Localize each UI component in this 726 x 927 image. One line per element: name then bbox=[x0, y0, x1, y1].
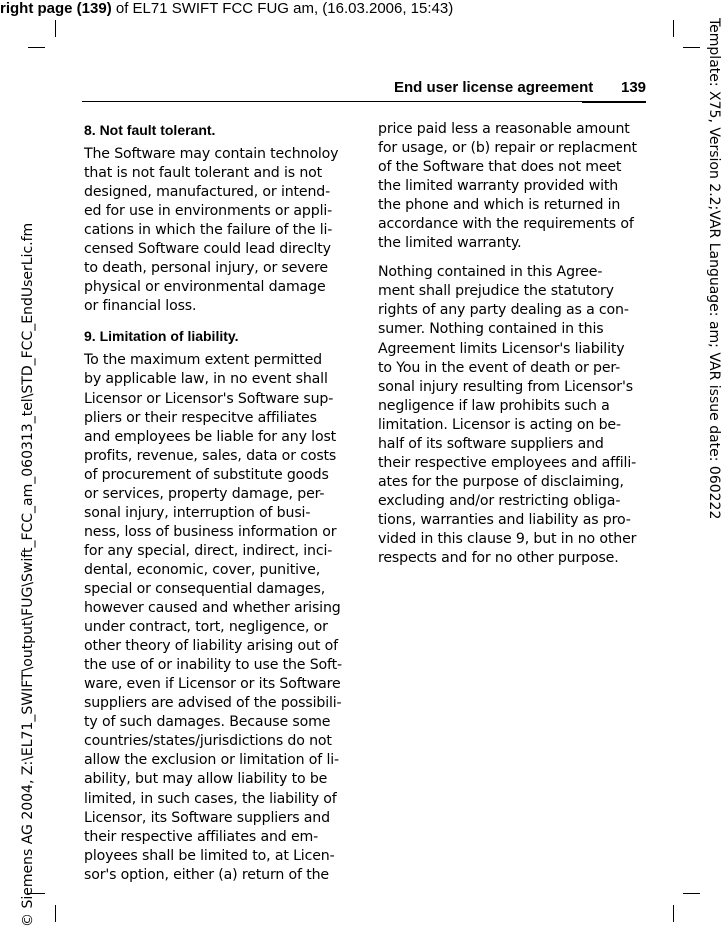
crop-mark-top-right-h bbox=[683, 47, 700, 48]
crop-mark-bottom-right-v bbox=[673, 905, 674, 922]
section-9-statutory-rights: Nothing contained in this Agree- ment shall prejudice the statutory rights of any party dealing as a con- sumer. Nothing contained in this Agreement limits Licensor's liability to You in the event of death or per- sonal injury resulting from Licensor's negligence if law prohibits such a limitation. Licensor is acting on be- half of its software suppliers and their respective employees and affili- ates for the purpose of disclaiming, excluding and/or restricting obliga- tions, warranties and liability as pro- vided in this clause 9, but in no other respects and for no other purpose. bbox=[378, 264, 637, 567]
crop-mark-bottom-right-h bbox=[683, 893, 700, 894]
side-template-info: Template: X75, Version 2.2;VAR Language: am; VAR issue date: 060222 bbox=[706, 18, 722, 520]
crop-mark-top-left-h bbox=[28, 47, 45, 48]
header-rule bbox=[82, 101, 646, 102]
crop-mark-top-left-v bbox=[55, 20, 56, 37]
right-column bbox=[378, 120, 646, 578]
page-number: 139 bbox=[621, 79, 647, 96]
side-file-path: © Siemens AG 2004, Z:\EL71_SWIFT\output\FUG\Swift_FCC_am_060313_tel\STD_FCC_EndUserLic.fm bbox=[20, 222, 36, 927]
header-page-rule bbox=[582, 101, 646, 103]
section-8-heading: 8. Not fault tolerant. bbox=[84, 122, 216, 138]
running-header-title: End user license agreement bbox=[394, 79, 594, 96]
print-info-details: of EL71 SWIFT FCC FUG am, (16.03.2006, 15:43) bbox=[111, 0, 454, 17]
left-column bbox=[84, 120, 352, 895]
print-info-page-label: right page (139) bbox=[0, 0, 112, 17]
section-9-text: To the maximum extent permitted by applicable law, in no event shall Licensor or Licensor's Software sup- pliers or their respecitve affiliates and employees be liable for any lost profits, revenue, sales, data or costs of procurement of substitute goods or services, property damage, per- sonal injury, interruption of busi- ness, loss of business information or for any special, direct, indirect, inci- dental, economic, cover, punitive, special or consequential damages, however caused and whether arising under contract, tort, negligence, or other theory of liability arising out of the use of or inability to use the Soft- ware, even if Licensor or its Software suppliers are advised of the possibili- ty of such damages. Because some countries/states/jurisdictions do not allow the exclusion or limitation of li- ability, but may allow liability to be limited, in such cases, the liability of Licensor, its Software suppliers and their respective affiliates and em- ployees shall be limited to, at Licen- sor's option, either (a) return of the bbox=[84, 352, 342, 883]
print-info-line bbox=[0, 0, 726, 18]
section-8-text: The Software may contain technoloy that is not fault tolerant and is not designed, manufactured, or intend- ed for use in environments or appli- cations in which the failure of the li- censed Software could lead direclty to death, personal injury, or severe physical or environmental damage or financial loss. bbox=[84, 146, 339, 315]
crop-mark-bottom-left-v bbox=[55, 905, 56, 922]
crop-mark-top-right-v bbox=[673, 20, 674, 37]
section-9-heading: 9. Limitation of liability. bbox=[84, 328, 239, 345]
section-9-continuation: price paid less a reasonable amount for usage, or (b) repair or replacment of the Software that does not meet the limited warranty provided with the phone and which is returned in accordance with the requirements of the limited warranty. bbox=[378, 121, 637, 252]
